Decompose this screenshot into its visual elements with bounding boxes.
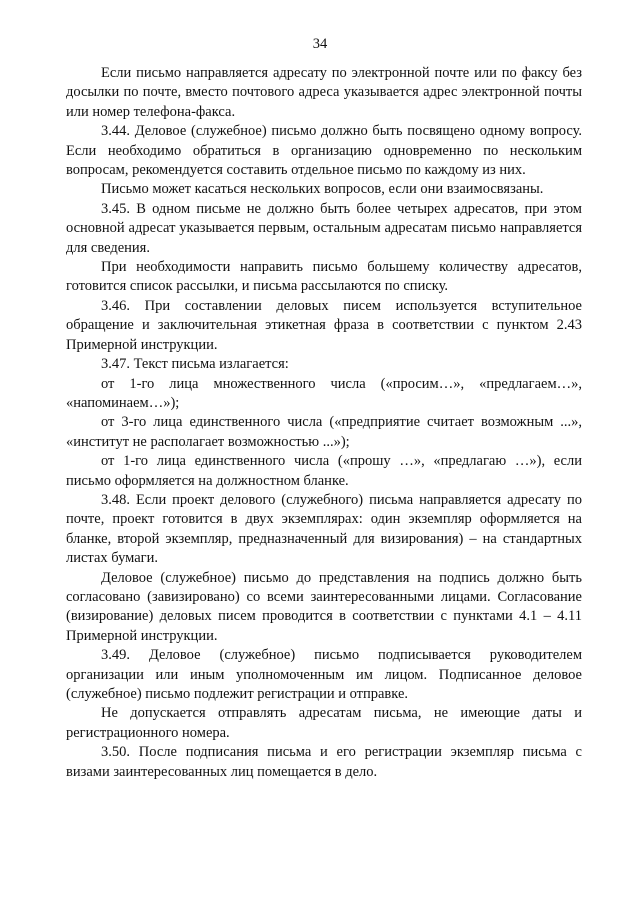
paragraph-3-46: 3.46. При составлении деловых писем используется вступительное обращение и заключительная этикетная фраза в соответствии с пунктом 2.43 Примерной инструкции. <box>66 297 582 353</box>
paragraph-3-48: 3.48. Если проект делового (служебного) письма направляется адресату по почте, проект готовится в двух экземплярах: один экземпляр оформляется на бланке, второй экземпляр, предназначенный для визирования) – на стандартных листах бумаги. <box>66 491 582 567</box>
paragraph-multiple-questions: Письмо может касаться нескольких вопросов, если они взаимосвязаны. <box>101 181 544 198</box>
paragraph-3-49: 3.49. Деловое (служебное) письмо подписывается руководителем организации или иным уполномоченным им лицом. Подписанное деловое (служебное) письмо подлежит регистрации и отправке. <box>66 647 582 702</box>
paragraph-3-44: 3.44. Деловое (служебное) письмо должно быть посвящено одному вопросу. Если необходимо обратиться в организацию одновременно по нескольким вопросам, рекомендуется составить отдельное письмо по каждому из них. <box>66 123 582 179</box>
paragraph-3-50: 3.50. После подписания письма и его регистрации экземпляр письма с визами заинтересованных лиц помещается в дело. <box>66 744 582 780</box>
page-number: 34 <box>312 36 328 52</box>
paragraph-first-person-singular: от 1-го лица единственного числа («прошу …», «предлагаю …»), если письмо оформляется на должностном бланке. <box>66 453 582 489</box>
paragraph-no-date: Не допускается отправлять адресатам письма, не имеющие даты и регистрационного номера. <box>66 705 582 741</box>
paragraph-3-45: 3.45. В одном письме не должно быть более четырех адресатов, при этом основной адресат указывается первым, остальным адресатам письмо направляется для сведения. <box>66 200 582 256</box>
paragraph-approval: Деловое (служебное) письмо до представления на подпись должно быть согласовано (завизировано) со всеми заинтересованными лицами. Согласование (визирование) деловых писем проводится в соответствии с пунктами 4.1 – 4.11 Примерной инструкции. <box>66 569 582 644</box>
document-body <box>66 64 582 782</box>
paragraph-email-fax: Если письмо направляется адресату по электронной почте или по факсу без досылки по почте, вместо почтового адреса указывается адрес электронной почты или номер телефона-факса. <box>66 65 582 120</box>
paragraph-mailing-list: При необходимости направить письмо большему количеству адресатов, готовится список рассылки, и письма рассылаются по списку. <box>66 259 582 295</box>
paragraph-first-person-plural: от 1-го лица множественного числа («просим…», «предлагаем…», «напоминаем…»); <box>66 375 582 411</box>
paragraph-third-person-singular: от 3-го лица единственного числа («предприятие считает возможным ...», «институт не располагает возможностью ...»); <box>66 414 582 450</box>
paragraph-3-47: 3.47. Текст письма излагается: <box>101 356 289 373</box>
